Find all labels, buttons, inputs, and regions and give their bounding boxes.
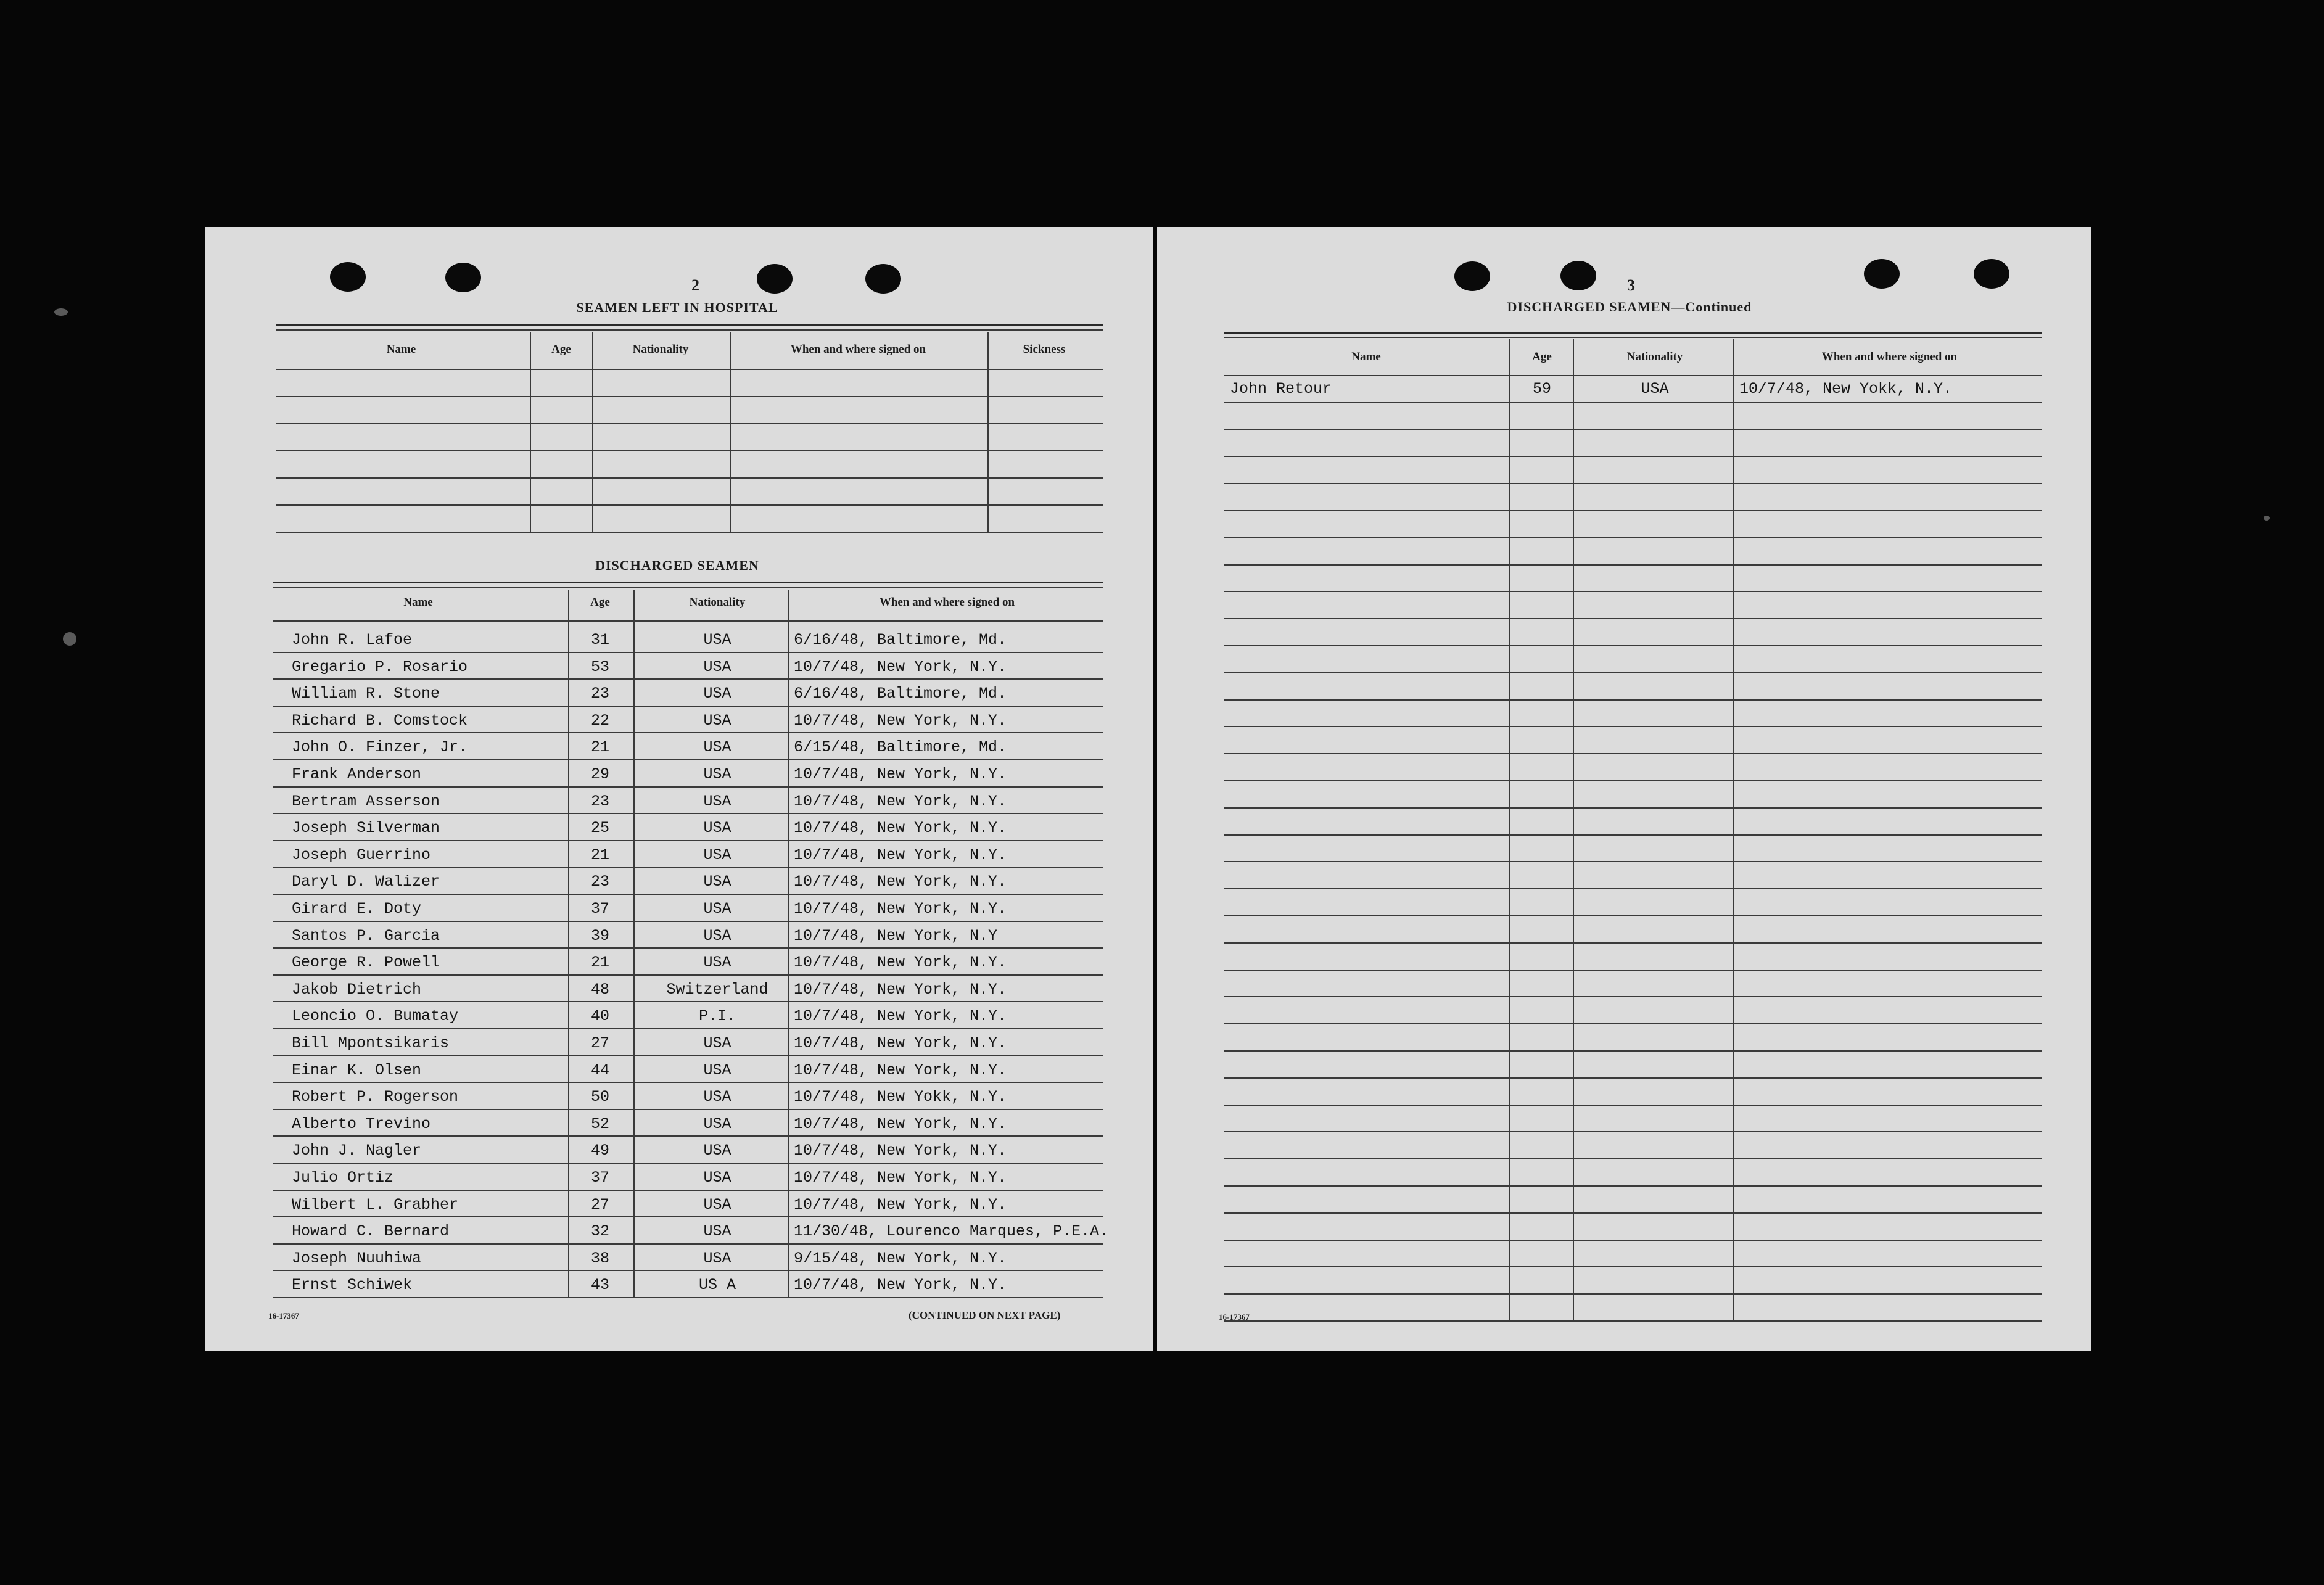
cell-name: Joseph Nuuhiwa	[292, 1249, 422, 1267]
row-rule	[1224, 726, 2042, 727]
row-rule	[273, 1082, 1103, 1083]
cell-signed_on: 10/7/48, New York, N.Y.	[794, 1195, 1007, 1214]
cell-age: 29	[590, 765, 609, 783]
cell-nationality: USA	[703, 792, 731, 810]
cell-age: 39	[590, 926, 609, 945]
cell-name: Robert P. Rogerson	[292, 1088, 459, 1106]
cell-signed_on: 10/7/48, New York, N.Y.	[794, 1114, 1007, 1133]
row-rule	[1224, 1185, 2042, 1187]
row-rule	[1224, 429, 2042, 430]
cell-name: Wilbert L. Grabher	[292, 1195, 459, 1214]
row-rule	[273, 1297, 1103, 1298]
cell-age: 23	[590, 792, 609, 810]
cell-signed_on: 10/7/48, New York, N.Y.	[794, 819, 1007, 838]
column-header-sickness: Sickness	[1023, 343, 1066, 356]
cell-name: John Retour	[1230, 380, 1332, 398]
rule	[1224, 375, 2042, 376]
column-header-age: Age	[551, 343, 571, 356]
section-title-discharged-continued: DISCHARGED SEAMEN—Continued	[1507, 299, 1752, 315]
cell-age: 25	[590, 819, 609, 838]
row-rule	[276, 423, 1103, 424]
row-rule	[1224, 510, 2042, 511]
cell-signed_on: 10/7/48, New York, N.Y	[794, 926, 998, 945]
rule	[276, 324, 1103, 326]
cell-signed_on: 10/7/48, New York, N.Y.	[794, 846, 1007, 864]
cell-nationality: USA	[703, 1195, 731, 1214]
cell-nationality: USA	[703, 738, 731, 757]
row-rule	[1224, 942, 2042, 944]
cell-name: Santos P. Garcia	[292, 926, 440, 945]
column-divider	[633, 590, 635, 1297]
cell-nationality: USA	[703, 1249, 731, 1267]
row-rule	[1224, 861, 2042, 862]
column-header-signed_on: When and where signed on	[790, 343, 926, 356]
cell-nationality: USA	[703, 846, 731, 864]
row-rule	[273, 1135, 1103, 1137]
cell-nationality: USA	[703, 1088, 731, 1106]
right-page	[1157, 227, 2091, 1351]
row-rule	[273, 1270, 1103, 1271]
row-rule	[273, 1163, 1103, 1164]
row-rule	[1224, 1266, 2042, 1267]
section-title-hospital: SEAMEN LEFT IN HOSPITAL	[576, 300, 778, 315]
row-rule	[276, 532, 1103, 533]
cell-age: 37	[590, 900, 609, 918]
row-rule	[1224, 888, 2042, 889]
cell-nationality: USA	[703, 1222, 731, 1241]
row-rule	[1224, 915, 2042, 916]
row-rule	[1224, 753, 2042, 754]
row-rule	[1224, 834, 2042, 836]
dust-speck	[63, 632, 76, 646]
cell-nationality: USA	[703, 819, 731, 838]
column-header-nationality: Nationality	[689, 596, 746, 609]
cell-age: 22	[590, 711, 609, 730]
row-rule	[1224, 1240, 2042, 1241]
cell-signed_on: 10/7/48, New York, N.Y.	[794, 1142, 1007, 1160]
column-divider	[568, 590, 569, 1297]
row-rule	[1224, 1293, 2042, 1295]
cell-name: Bertram Asserson	[292, 792, 440, 810]
row-rule	[276, 477, 1103, 479]
rule	[273, 582, 1103, 583]
form-number: 16-17367	[268, 1311, 299, 1320]
cell-name: William R. Stone	[292, 685, 440, 703]
cell-nationality: USA	[703, 1034, 731, 1052]
column-divider	[730, 332, 731, 532]
cell-name: Julio Ortiz	[292, 1169, 394, 1187]
row-rule	[273, 1001, 1103, 1002]
rule	[276, 329, 1103, 331]
cell-age: 53	[590, 657, 609, 676]
row-rule	[1224, 1158, 2042, 1159]
row-rule	[273, 678, 1103, 680]
dust-speck	[54, 308, 68, 316]
punch-hole	[1454, 261, 1490, 291]
punch-hole	[757, 264, 793, 294]
row-rule	[1224, 1105, 2042, 1106]
cell-age: 31	[590, 631, 609, 649]
punch-hole	[330, 262, 366, 292]
cell-signed_on: 10/7/48, New York, N.Y.	[794, 953, 1007, 972]
cell-signed_on: 6/15/48, Baltimore, Md.	[794, 738, 1007, 757]
cell-signed_on: 10/7/48, New York, N.Y.	[794, 657, 1007, 676]
cell-name: Bill Mpontsikaris	[292, 1034, 450, 1052]
cell-nationality: USA	[703, 657, 731, 676]
punch-hole	[1864, 259, 1900, 289]
cell-nationality: USA	[703, 926, 731, 945]
cell-nationality: USA	[703, 1061, 731, 1079]
cell-signed_on: 10/7/48, New York, N.Y.	[794, 900, 1007, 918]
cell-signed_on: 10/7/48, New York, N.Y.	[794, 873, 1007, 891]
cell-age: 49	[590, 1142, 609, 1160]
cell-signed_on: 10/7/48, New York, N.Y.	[794, 1169, 1007, 1187]
row-rule	[276, 450, 1103, 451]
row-rule	[1224, 1077, 2042, 1079]
row-rule	[1224, 591, 2042, 592]
cell-name: Joseph Guerrino	[292, 846, 431, 864]
rule	[273, 620, 1103, 622]
cell-name: Howard C. Bernard	[292, 1222, 450, 1241]
cell-signed_on: 10/7/48, New Yokk, N.Y.	[794, 1088, 1007, 1106]
row-rule	[1224, 564, 2042, 566]
row-rule	[273, 921, 1103, 922]
column-header-signed_on: When and where signed on	[879, 596, 1015, 609]
column-divider	[1733, 339, 1734, 1320]
row-rule	[273, 759, 1103, 760]
row-rule	[1224, 456, 2042, 457]
cell-age: 40	[590, 1007, 609, 1026]
rule	[1224, 332, 2042, 334]
row-rule	[273, 1243, 1103, 1245]
cell-name: Ernst Schiwek	[292, 1276, 413, 1295]
row-rule	[273, 1055, 1103, 1056]
cell-nationality: USA	[703, 765, 731, 783]
cell-nationality: US A	[698, 1276, 736, 1295]
continued-note: (CONTINUED ON NEXT PAGE)	[909, 1309, 1061, 1321]
row-rule	[1224, 1131, 2042, 1132]
row-rule	[1224, 1212, 2042, 1214]
column-divider	[1573, 339, 1574, 1320]
row-rule	[1224, 618, 2042, 619]
row-rule	[276, 396, 1103, 397]
row-rule	[273, 813, 1103, 814]
row-rule	[1224, 672, 2042, 673]
cell-age: 52	[590, 1114, 609, 1133]
cell-age: 21	[590, 846, 609, 864]
rule	[276, 369, 1103, 370]
section-title-discharged: DISCHARGED SEAMEN	[595, 558, 759, 573]
punch-hole	[1974, 259, 2009, 289]
row-rule	[273, 1028, 1103, 1029]
row-rule	[273, 1216, 1103, 1217]
cell-nationality: USA	[703, 711, 731, 730]
cell-signed_on: 10/7/48, New York, N.Y.	[794, 1034, 1007, 1052]
row-rule	[273, 1190, 1103, 1191]
column-header-name: Name	[386, 343, 416, 356]
cell-name: Alberto Trevino	[292, 1114, 431, 1133]
cell-nationality: USA	[703, 685, 731, 703]
cell-age: 27	[590, 1195, 609, 1214]
row-rule	[1224, 780, 2042, 781]
row-rule	[273, 1109, 1103, 1110]
cell-name: John R. Lafoe	[292, 631, 413, 649]
row-rule	[1224, 1050, 2042, 1052]
column-divider	[592, 332, 593, 532]
cell-name: Einar K. Olsen	[292, 1061, 422, 1079]
cell-name: Leoncio O. Bumatay	[292, 1007, 459, 1026]
cell-age: 23	[590, 873, 609, 891]
cell-name: John J. Nagler	[292, 1142, 422, 1160]
row-rule	[273, 652, 1103, 653]
cell-signed_on: 10/7/48, New Yokk, N.Y.	[1739, 380, 1953, 398]
cell-signed_on: 9/15/48, New York, N.Y.	[794, 1249, 1007, 1267]
cell-age: 32	[590, 1222, 609, 1241]
cell-age: 27	[590, 1034, 609, 1052]
row-rule	[1224, 537, 2042, 538]
cell-nationality: Switzerland	[666, 980, 768, 998]
cell-signed_on: 10/7/48, New York, N.Y.	[794, 792, 1007, 810]
row-rule	[1224, 970, 2042, 971]
row-rule	[1224, 402, 2042, 403]
row-rule	[273, 947, 1103, 949]
cell-signed_on: 10/7/48, New York, N.Y.	[794, 1007, 1007, 1026]
page-number: 2	[691, 276, 699, 294]
cell-age: 23	[590, 685, 609, 703]
column-divider	[987, 332, 989, 532]
cell-age: 38	[590, 1249, 609, 1267]
cell-age: 21	[590, 738, 609, 757]
cell-name: Gregario P. Rosario	[292, 657, 468, 676]
punch-hole	[865, 264, 901, 294]
column-header-nationality: Nationality	[632, 343, 689, 356]
column-divider	[530, 332, 531, 532]
row-rule	[273, 974, 1103, 976]
column-header-nationality: Nationality	[1626, 350, 1683, 363]
cell-age: 37	[590, 1169, 609, 1187]
cell-name: Daryl D. Walizer	[292, 873, 440, 891]
cell-age: 48	[590, 980, 609, 998]
column-header-signed_on: When and where signed on	[1821, 350, 1958, 363]
row-rule	[1224, 483, 2042, 484]
column-header-age: Age	[590, 596, 610, 609]
row-rule	[1224, 1320, 2042, 1322]
cell-age: 44	[590, 1061, 609, 1079]
cell-signed_on: 10/7/48, New York, N.Y.	[794, 765, 1007, 783]
row-rule	[273, 840, 1103, 841]
cell-nationality: USA	[703, 1169, 731, 1187]
rule	[273, 587, 1103, 588]
cell-signed_on: 10/7/48, New York, N.Y.	[794, 980, 1007, 998]
punch-hole	[1560, 261, 1596, 290]
cell-nationality: USA	[703, 900, 731, 918]
page-number: 3	[1627, 276, 1635, 294]
column-divider	[1509, 339, 1510, 1320]
punch-hole	[445, 263, 481, 292]
cell-age: 59	[1532, 380, 1551, 398]
dust-speck	[2264, 516, 2270, 521]
row-rule	[1224, 1023, 2042, 1024]
left-page	[205, 227, 1153, 1351]
rule	[1224, 337, 2042, 338]
row-rule	[273, 706, 1103, 707]
cell-nationality: USA	[703, 1142, 731, 1160]
cell-nationality: USA	[1641, 380, 1669, 398]
cell-name: Richard B. Comstock	[292, 711, 468, 730]
row-rule	[273, 867, 1103, 868]
cell-nationality: USA	[703, 953, 731, 972]
row-rule	[1224, 996, 2042, 997]
cell-nationality: USA	[703, 1114, 731, 1133]
cell-name: Girard E. Doty	[292, 900, 422, 918]
row-rule	[1224, 807, 2042, 809]
cell-name: Jakob Dietrich	[292, 980, 422, 998]
row-rule	[273, 732, 1103, 733]
cell-age: 21	[590, 953, 609, 972]
cell-name: Frank Anderson	[292, 765, 422, 783]
column-header-name: Name	[1351, 350, 1381, 363]
cell-signed_on: 10/7/48, New York, N.Y.	[794, 711, 1007, 730]
column-header-age: Age	[1532, 350, 1552, 363]
cell-signed_on: 10/7/48, New York, N.Y.	[794, 1276, 1007, 1295]
cell-name: George R. Powell	[292, 953, 440, 972]
cell-signed_on: 11/30/48, Lourenco Marques, P.E.A.	[794, 1222, 1109, 1241]
form-number: 16-17367	[1219, 1312, 1250, 1322]
cell-signed_on: 10/7/48, New York, N.Y.	[794, 1061, 1007, 1079]
row-rule	[276, 504, 1103, 506]
row-rule	[1224, 645, 2042, 646]
row-rule	[273, 894, 1103, 895]
cell-nationality: USA	[703, 873, 731, 891]
cell-age: 43	[590, 1276, 609, 1295]
cell-signed_on: 6/16/48, Baltimore, Md.	[794, 631, 1007, 649]
cell-name: Joseph Silverman	[292, 819, 440, 838]
row-rule	[273, 786, 1103, 788]
column-header-name: Name	[403, 596, 433, 609]
cell-name: John O. Finzer, Jr.	[292, 738, 468, 757]
cell-age: 50	[590, 1088, 609, 1106]
cell-nationality: USA	[703, 631, 731, 649]
cell-nationality: P.I.	[698, 1007, 736, 1026]
row-rule	[1224, 699, 2042, 701]
cell-signed_on: 6/16/48, Baltimore, Md.	[794, 685, 1007, 703]
